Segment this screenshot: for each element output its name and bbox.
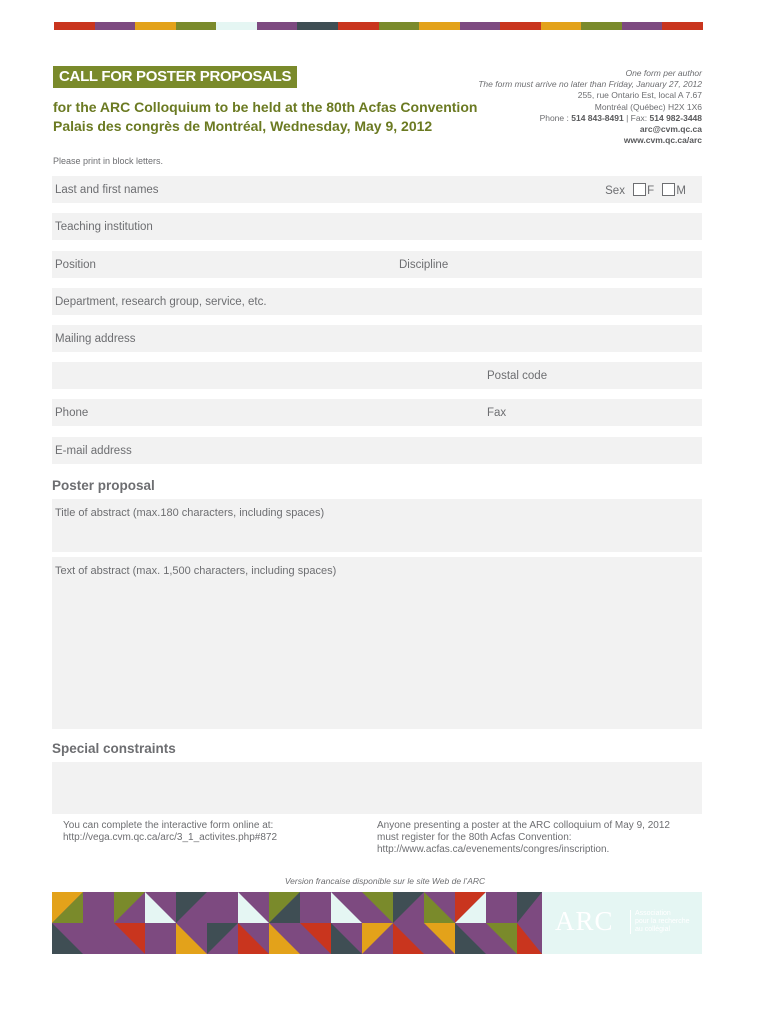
registration-note [377, 820, 670, 856]
department-field[interactable] [52, 288, 702, 315]
contact-block [478, 68, 702, 146]
abstract-title-label: Title of abstract (max.180 characters, including spaces) [55, 507, 325, 519]
phone-label: Phone : [539, 112, 572, 123]
male-label: M [676, 185, 686, 197]
discipline-label: Discipline [399, 259, 449, 271]
arc-tagline-1: Association [635, 910, 671, 917]
email-field[interactable] [52, 437, 702, 464]
names-label: Last and first names [55, 184, 159, 196]
mailing-address-line2-input[interactable] [52, 362, 480, 389]
fax-field-label: Fax [487, 407, 507, 419]
department-label: Department, research group, service, etc. [55, 296, 267, 308]
abstract-title-field[interactable] [52, 499, 702, 552]
one-form-note: One form per author [625, 68, 702, 78]
phone-input[interactable] [52, 399, 480, 426]
sex-selector [605, 183, 686, 197]
email-label: E-mail address [55, 445, 132, 457]
male-checkbox[interactable] [662, 183, 675, 196]
postal-code-input[interactable] [484, 362, 702, 389]
online-form-link[interactable]: http://vega.cvm.qc.ca/arc/3_1_activites.php#872 [63, 832, 278, 843]
subtitle-line-2: Palais des congrès de Montréal, Wednesday, May 9, 2012 [53, 118, 433, 134]
arc-tagline [630, 910, 689, 934]
arc-tagline-2: pour la recherche [635, 918, 690, 925]
female-label: F [647, 185, 655, 197]
institution-label: Teaching institution [55, 221, 153, 233]
position-input[interactable] [52, 251, 392, 278]
postal-label: Postal code [487, 370, 548, 382]
french-version-note: Version francaise disponible sur le site Web de l’ARC [284, 876, 486, 886]
mailing-address-field[interactable] [52, 325, 702, 352]
institution-field[interactable] [52, 213, 702, 240]
arc-logo: ARC [555, 906, 614, 936]
phone-number: 514 843-8491 [571, 112, 624, 123]
email-link[interactable]: arc@cvm.qc.ca [639, 124, 702, 135]
fax-label: | Fax: [623, 112, 650, 123]
names-field[interactable] [52, 176, 702, 203]
registration-text-1: Anyone presenting a poster at the ARC colloquium of May 9, 2012 [377, 820, 670, 831]
special-constraints-heading: Special constraints [52, 741, 176, 756]
position-label: Position [55, 259, 96, 271]
poster-proposal-heading: Poster proposal [52, 478, 155, 493]
subtitle-line-1: for the ARC Colloquium to be held at the 80th Acfas Convention [53, 99, 478, 115]
sex-label: Sex [605, 185, 625, 197]
mailing-label: Mailing address [55, 333, 136, 345]
address-line-2: Montréal (Québec) H2X 1X6 [594, 101, 702, 112]
subtitle [53, 98, 477, 136]
top-color-strip [54, 22, 703, 30]
footer-banner [52, 892, 702, 954]
special-constraints-field[interactable] [52, 762, 702, 814]
abstract-text-field[interactable] [52, 557, 702, 729]
address-line-1: 255, rue Ontario Est, local A 7.67 [577, 90, 702, 101]
phone-field-label: Phone [55, 407, 89, 419]
registration-text-2: must register for the 80th Acfas Convention: [377, 832, 572, 843]
discipline-input[interactable] [397, 251, 702, 278]
online-form-note [63, 820, 277, 844]
fax-input[interactable] [484, 399, 702, 426]
page-title: CALL FOR POSTER PROPOSALS [53, 66, 297, 88]
web-link[interactable]: www.cvm.qc.ca/arc [623, 135, 702, 146]
female-checkbox[interactable] [633, 183, 646, 196]
registration-link[interactable]: http://www.acfas.ca/evenements/congres/inscription. [377, 844, 610, 855]
print-note: Please print in block letters. [53, 156, 164, 166]
fax-number: 514 982-3448 [649, 112, 702, 123]
online-form-text: You can complete the interactive form online at: [63, 820, 274, 831]
phone-fax-line [478, 113, 702, 124]
abstract-text-label: Text of abstract (max. 1,500 characters, including spaces) [55, 565, 337, 577]
arc-tagline-3: au collégial [635, 926, 671, 933]
deadline-note: The form must arrive no later than Friday, January 27, 2012 [478, 79, 702, 90]
